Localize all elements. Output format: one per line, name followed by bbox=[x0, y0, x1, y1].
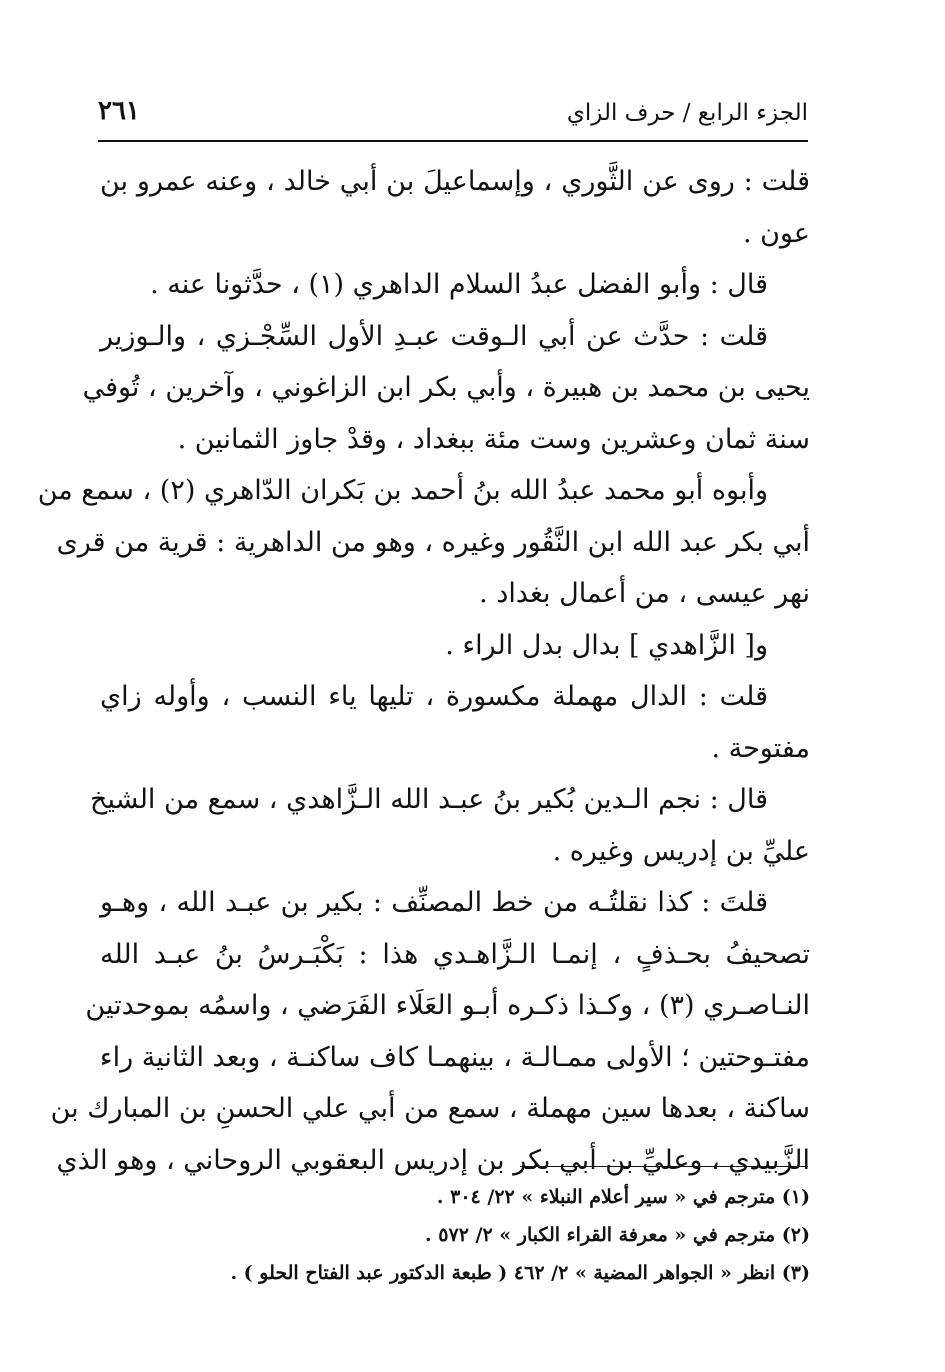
text-line: وأبوه أبو محمد عبدُ الله بنُ أحمد بن بَكران الدّاهري (٢) ، سمع من bbox=[37, 475, 768, 506]
text-line: عليِّ بن إدريس وغيره . bbox=[552, 835, 810, 867]
text-line: مفتـوحتين ؛ الأولى ممـالـة ، بينهمـا كاف ساكنـة ، وبعد الثانية راء bbox=[99, 1041, 810, 1073]
text-line: سنة ثمان وعشرين وست مئة ببغداد ، وقدْ جاوز الثمانين . bbox=[177, 423, 810, 455]
text-line: قال : نجم الـدين بُكير بنُ عبـد الله الـزَّاهدي ، سمع من الشيخ bbox=[90, 784, 768, 815]
page-header bbox=[98, 92, 808, 142]
text-line: قلتَ : كذا نقلتُـه من خط المصنِّف : بكير بن عبـد الله ، وهـو bbox=[100, 887, 768, 918]
page-number: ٢٦١ bbox=[98, 96, 140, 126]
text-line: الزَّبيدي ، وعليِّ بن أبي بكر بن إدريس البعقوبي الروحاني ، وهو الذي bbox=[56, 1144, 810, 1176]
text-line: قال : وأبو الفضل عبدُ السلام الداهري (١) ، حدَّثونا عنه . bbox=[150, 269, 768, 300]
text-line: النـاصـري (٣) ، وكـذا ذكـره أبـو العَلَاء الفَرَضي ، واسمُه بموحدتين bbox=[85, 990, 810, 1021]
text-line: قلت : الدال مهملة مكسورة ، تليها ياء النسب ، وأوله زاي bbox=[100, 681, 768, 712]
footnote-divider bbox=[520, 1166, 808, 1167]
text-line: ساكنة ، بعدها سين مهملة ، سمع من أبي علي الحسنِ بن المبارك بن bbox=[50, 1093, 810, 1124]
text-line: أبي بكر عبد الله ابن النَّقُور وغيره ، وهو من الداهرية : قرية من قرى bbox=[56, 526, 810, 558]
running-title: الجزء الرابع / حرف الزاي bbox=[566, 100, 808, 126]
text-line: عون . bbox=[742, 217, 810, 249]
text-line: تصحيفُ بحـذفٍ ، إنمـا الـزَّاهـدي هذا : بَكْبَـرسُ بنُ عبـد الله bbox=[100, 938, 810, 970]
text-line: نهر عيسى ، من أعمال بغداد . bbox=[479, 578, 810, 609]
footnotes bbox=[100, 1178, 810, 1292]
text-line: يحيى بن محمد بن هبيرة ، وأبي بكر ابن الزاغوني ، وآخرين ، تُوفي bbox=[82, 372, 810, 403]
footnote-1: (١) مترجم في « سير أعلام النبلاء » ٢٢/ ٣٠٤ . bbox=[436, 1186, 810, 1208]
text-line: قلت : روى عن الثَّوري ، وإسماعيلَ بن أبي خالد ، وعنه عمرو بن bbox=[100, 166, 810, 197]
text-line: و[ الزَّاهدي ] بدال بدل الراء . bbox=[445, 629, 768, 661]
text-line: قلت : حدَّث عن أبي الـوقت عبـدِ الأول السِّجْـزي ، والـوزير bbox=[100, 320, 768, 352]
footnote-3: (٣) انظر « الجواهر المضية » ٢/ ٤٦٢ ( طبعة الدكتور عبد الفتاح الحلو ) . bbox=[230, 1262, 810, 1284]
footnote-2: (٢) مترجم في « معرفة القراء الكبار » ٢/ ٥٧٢ . bbox=[425, 1224, 810, 1246]
body-text bbox=[37, 156, 810, 1186]
text-line: مفتوحة . bbox=[711, 732, 810, 764]
